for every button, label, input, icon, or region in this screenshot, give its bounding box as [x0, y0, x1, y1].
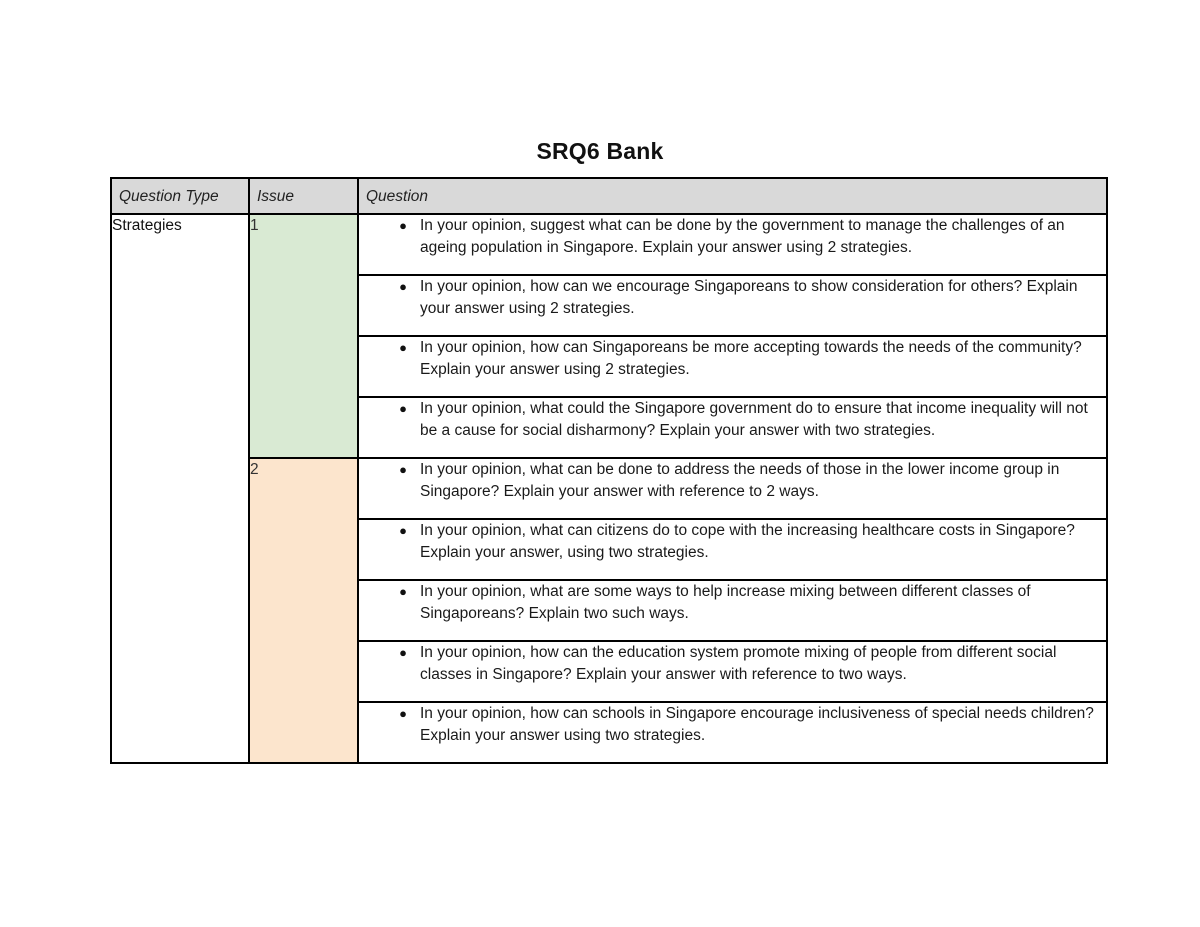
question-text: In your opinion, what are some ways to help increase mixing between different classes of Singaporeans? Explain two such ways.: [420, 583, 1031, 622]
list-item: [359, 459, 1106, 503]
page-title: SRQ6 Bank: [536, 138, 664, 164]
question-cell: [358, 275, 1107, 336]
question-text: In your opinion, how can schools in Singapore encourage inclusiveness of special needs children? Explain your answer using two strategies.: [420, 705, 1094, 744]
list-item: [359, 581, 1106, 625]
header-question: Question: [358, 178, 1107, 214]
issue-number-cell: 1: [249, 214, 358, 458]
question-cell: [358, 641, 1107, 702]
question-cell: [358, 519, 1107, 580]
question-text: In your opinion, how can the education system promote mixing of people from different social classes in Singapore? Explain your answer with reference to two ways.: [420, 644, 1057, 683]
list-item: [359, 215, 1106, 259]
question-cell: [358, 336, 1107, 397]
list-item: [359, 642, 1106, 686]
question-cell: [358, 397, 1107, 458]
bullet-icon: ●: [399, 645, 407, 660]
question-text: In your opinion, how can Singaporeans be more accepting towards the needs of the community? Explain your answer using 2 strategies.: [420, 339, 1082, 378]
table-row: [111, 458, 1107, 519]
issue-number-cell: 2: [249, 458, 358, 763]
question-text: In your opinion, what can be done to address the needs of those in the lower income group in Singapore? Explain your answer with reference to 2 ways.: [420, 461, 1060, 500]
header-question-type: Question Type: [111, 178, 249, 214]
question-cell: [358, 458, 1107, 519]
question-type-cell: Strategies: [111, 214, 249, 763]
question-text: In your opinion, what could the Singapore government do to ensure that income inequality will not be a cause for social disharmony? Explain your answer with two strategies.: [420, 400, 1088, 439]
question-text: In your opinion, suggest what can be done by the government to manage the challenges of an ageing population in Singapore. Explain your answer using 2 strategies.: [420, 217, 1065, 256]
bullet-icon: ●: [399, 279, 407, 294]
bullet-icon: ●: [399, 401, 407, 416]
question-cell: [358, 702, 1107, 763]
bullet-icon: ●: [399, 584, 407, 599]
bullet-icon: ●: [399, 462, 407, 477]
table-row: [111, 214, 1107, 275]
list-item: [359, 703, 1106, 747]
question-cell: [358, 580, 1107, 641]
list-item: [359, 337, 1106, 381]
table-header-row: [111, 178, 1107, 214]
question-bank-table: [110, 177, 1108, 764]
header-issue: Issue: [249, 178, 358, 214]
list-item: [359, 520, 1106, 564]
question-text: In your opinion, what can citizens do to cope with the increasing healthcare costs in Singapore? Explain your answer, using two strategies.: [420, 522, 1075, 561]
question-cell: [358, 214, 1107, 275]
bullet-icon: ●: [399, 340, 407, 355]
bullet-icon: ●: [399, 218, 407, 233]
question-text: In your opinion, how can we encourage Singaporeans to show consideration for others? Explain your answer using 2 strategies.: [420, 278, 1078, 317]
bullet-icon: ●: [399, 706, 407, 721]
bullet-icon: ●: [399, 523, 407, 538]
list-item: [359, 398, 1106, 442]
list-item: [359, 276, 1106, 320]
